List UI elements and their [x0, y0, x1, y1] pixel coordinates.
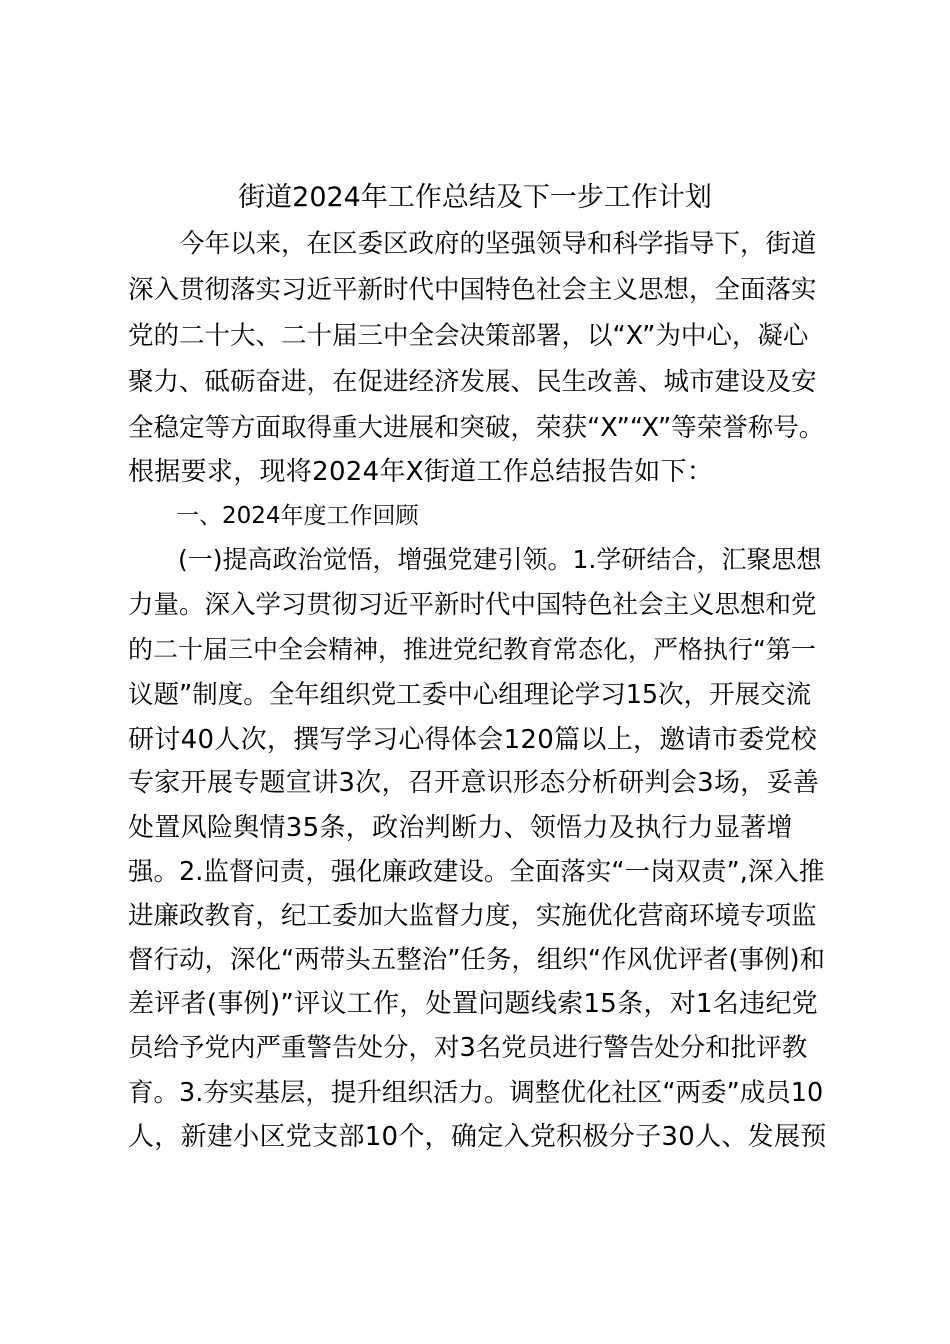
body-line: 育。3.夯实基层，提升组织活力。调整优化社区“两委”成员10 — [128, 1078, 824, 1108]
body-line: 议题”制度。全年组织党工委中心组理论学习15次，开展交流 — [128, 680, 812, 710]
body-line: 员给予党内严重警告处分，对3名党员进行警告处分和批评教 — [128, 1033, 808, 1063]
body-line: 研讨40人次，撰写学习心得体会120篇以上，邀请市委党校 — [128, 725, 818, 755]
body-line: 进廉政教育，纪工委加大监督力度，实施优化营商环境专项监 — [128, 901, 817, 931]
section-heading: 一、2024年度工作回顾 — [176, 503, 419, 529]
intro-line: 全稳定等方面取得重大进展和突破，荣获“X”“X”等荣誉称号。 — [128, 413, 825, 443]
document-title: 街道2024年工作总结及下一步工作计划 — [238, 182, 712, 213]
intro-line: 今年以来，在区委区政府的坚强领导和科学指导下，街道 — [128, 229, 817, 259]
body-line: (一)提高政治觉悟，增强党建引领。1.学研结合，汇聚思想 — [128, 545, 822, 574]
intro-line: 深入贯彻落实习近平新时代中国特色社会主义思想，全面落实 — [128, 275, 817, 305]
intro-line: 聚力、砥砺奋进，在促进经济发展、民生改善、城市建设及安 — [128, 367, 817, 397]
body-line: 处置风险舆情35条，政治判断力、领悟力及执行力显著增 — [128, 813, 793, 843]
body-line: 力量。深入学习贯彻习近平新时代中国特色社会主义思想和党 — [128, 590, 817, 620]
intro-line: 党的二十大、二十届三中全会决策部署，以“X”为中心，凝心 — [128, 321, 809, 351]
body-line: 强。2.监督问责，强化廉政建设。全面落实“一岗双责”,深入推 — [128, 857, 825, 887]
body-line: 差评者(事例)”评议工作，处置问题线索15条，对1名违纪党 — [128, 989, 819, 1019]
body-line: 的二十届三中全会精神，推进党纪教育常态化，严格执行“第一 — [128, 635, 816, 664]
intro-line: 根据要求，现将2024年X街道工作总结报告如下： — [128, 457, 714, 487]
body-line: 督行动，深化“两带头五整治”任务，组织“作风优评者(事例)和 — [128, 945, 826, 975]
body-line: 人，新建小区党支部10个，确定入党积极分子30人、发展预 — [128, 1122, 827, 1152]
body-line: 专家开展专题宣讲3次，召开意识形态分析研判会3场，妥善 — [128, 768, 820, 798]
